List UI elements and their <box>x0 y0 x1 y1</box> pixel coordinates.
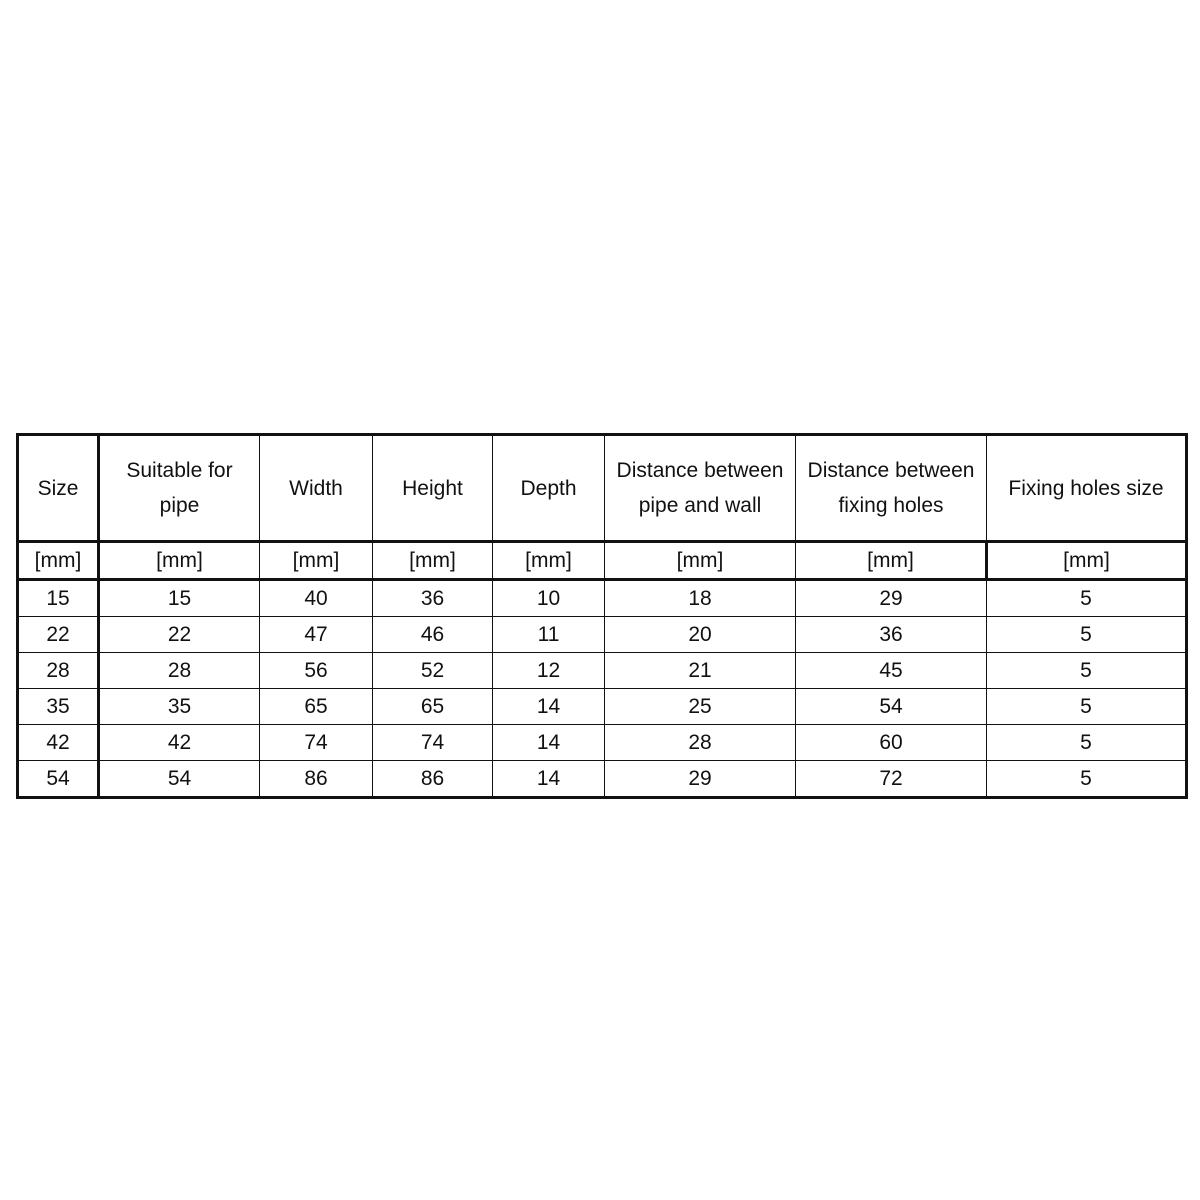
table-cell: 5 <box>987 653 1187 689</box>
header-fixing-holes-size: Fixing holes size <box>987 435 1187 542</box>
pipe-clip-dimensions-table <box>16 433 1188 799</box>
table-cell: 54 <box>99 761 260 798</box>
unit-cell: [mm] <box>987 542 1187 580</box>
table-cell: 36 <box>373 580 493 617</box>
table-cell: 74 <box>373 725 493 761</box>
table-cell: 29 <box>605 761 796 798</box>
header-distance-pipe-wall: Distance between pipe and wall <box>605 435 796 542</box>
table-cell: 29 <box>796 580 987 617</box>
table-cell: 28 <box>605 725 796 761</box>
header-width: Width <box>260 435 373 542</box>
unit-cell: [mm] <box>796 542 987 580</box>
table-cell: 86 <box>260 761 373 798</box>
table-cell: 20 <box>605 617 796 653</box>
table-cell: 10 <box>493 580 605 617</box>
header-height: Height <box>373 435 493 542</box>
table-cell: 14 <box>493 689 605 725</box>
table-cell: 36 <box>796 617 987 653</box>
unit-cell: [mm] <box>18 542 99 580</box>
table-cell: 40 <box>260 580 373 617</box>
header-row <box>18 435 1187 542</box>
table-row <box>18 617 1187 653</box>
header-suitable-for-pipe: Suitable for pipe <box>99 435 260 542</box>
table-cell: 52 <box>373 653 493 689</box>
table-cell: 72 <box>796 761 987 798</box>
header-distance-fixing-holes: Distance between fixing holes <box>796 435 987 542</box>
table-cell: 74 <box>260 725 373 761</box>
table-cell: 60 <box>796 725 987 761</box>
table-row <box>18 761 1187 798</box>
table-cell: 15 <box>99 580 260 617</box>
table-cell: 12 <box>493 653 605 689</box>
table-cell: 35 <box>18 689 99 725</box>
table-cell: 45 <box>796 653 987 689</box>
table-cell: 15 <box>18 580 99 617</box>
table-row <box>18 580 1187 617</box>
table-cell: 5 <box>987 689 1187 725</box>
table-cell: 14 <box>493 761 605 798</box>
table-cell: 65 <box>260 689 373 725</box>
table-cell: 28 <box>18 653 99 689</box>
table-row <box>18 725 1187 761</box>
header-size: Size <box>18 435 99 542</box>
table-cell: 22 <box>99 617 260 653</box>
table-cell: 5 <box>987 761 1187 798</box>
table-cell: 46 <box>373 617 493 653</box>
table-cell: 22 <box>18 617 99 653</box>
table-cell: 14 <box>493 725 605 761</box>
table-cell: 21 <box>605 653 796 689</box>
table-cell: 5 <box>987 725 1187 761</box>
table-row <box>18 689 1187 725</box>
table-cell: 56 <box>260 653 373 689</box>
header-depth: Depth <box>493 435 605 542</box>
table-cell: 5 <box>987 617 1187 653</box>
units-row <box>18 542 1187 580</box>
table-cell: 42 <box>18 725 99 761</box>
table-row <box>18 653 1187 689</box>
unit-cell: [mm] <box>493 542 605 580</box>
table-cell: 25 <box>605 689 796 725</box>
table-cell: 65 <box>373 689 493 725</box>
table-cell: 47 <box>260 617 373 653</box>
table-cell: 11 <box>493 617 605 653</box>
unit-cell: [mm] <box>260 542 373 580</box>
table-cell: 35 <box>99 689 260 725</box>
table-cell: 54 <box>18 761 99 798</box>
table-cell: 54 <box>796 689 987 725</box>
unit-cell: [mm] <box>605 542 796 580</box>
table-cell: 5 <box>987 580 1187 617</box>
table-cell: 18 <box>605 580 796 617</box>
unit-cell: [mm] <box>99 542 260 580</box>
table-cell: 28 <box>99 653 260 689</box>
unit-cell: [mm] <box>373 542 493 580</box>
table-cell: 42 <box>99 725 260 761</box>
table-cell: 86 <box>373 761 493 798</box>
